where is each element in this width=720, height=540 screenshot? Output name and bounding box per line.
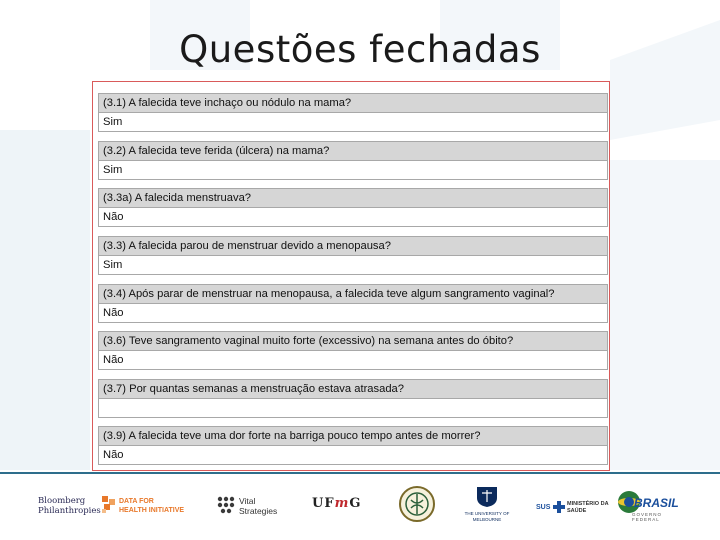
emblem-seal-icon [398,484,436,524]
brasil-governo-logo [612,484,684,530]
d4h-line2: HEALTH INITIATIVE [119,507,185,514]
form-item [98,379,608,418]
vital-line1: Vital [239,496,256,506]
vital-line2: Strategies [239,506,278,516]
brasil-tagline: GOVERNO FEDERAL [632,512,663,522]
ufmg-middle: m [334,496,350,511]
ministerio-line1: MINISTÉRIO DA [567,501,609,507]
ministerio-saude-logo [536,484,610,530]
form-question: (3.6) Teve sangramento vaginal muito forte (excessivo) na semana antes do óbito? [98,331,608,351]
vital-strategies-logo [216,484,288,530]
form-answer: Não [98,446,608,465]
bloomberg-philanthropies-logo [38,484,100,530]
melbourne-line1: THE UNIVERSITY OF [464,511,510,516]
ufmg-prefix: UF [312,496,335,511]
form-panel [92,81,610,471]
ufmg-suffix: G [349,496,362,511]
form-item [98,426,608,465]
form-answer: Não [98,208,608,227]
form-item [98,93,608,132]
sus-cross-icon [553,501,565,513]
form-item [98,141,608,180]
form-question: (3.3a) A falecida menstruava? [98,188,608,208]
form-question: (3.1) A falecida teve inchaço ou nódulo na mama? [98,93,608,113]
form-answer: Não [98,351,608,370]
form-item [98,331,608,370]
form-question: (3.4) Após parar de menstruar na menopausa, a falecida teve algum sangramento vaginal? [98,284,608,304]
vital-strategies-mark-icon [216,495,236,517]
ministerio-line2: SAÚDE [567,508,587,514]
bloomberg-line1: Bloomberg [38,496,86,506]
form-item [98,284,608,323]
form-item [98,188,608,227]
d4h-mark-icon [102,496,116,514]
form-answer: Sim [98,256,608,275]
ufmg-logo [312,484,372,530]
form-question: (3.3) A falecida parou de menstruar devido a menopausa? [98,236,608,256]
footer-divider [0,472,720,474]
form-item [98,236,608,275]
d4h-logo [102,484,190,530]
melbourne-logo [464,484,510,530]
slide-title: Questões fechadas [179,28,541,71]
form-question: (3.7) Por quantas semanas a menstruação estava atrasada? [98,379,608,399]
round-emblem-logo [398,484,436,530]
form-question: (3.2) A falecida teve ferida (úlcera) na mama? [98,141,608,161]
form-answer: Sim [98,113,608,132]
d4h-line1: DATA FOR [119,498,154,505]
form-answer: Não [98,304,608,323]
brasil-name: BRASIL [634,496,679,510]
bloomberg-line2: Philanthropies [38,506,101,516]
melbourne-line2: MELBOURNE [472,517,502,522]
form-answer: Sim [98,161,608,180]
melbourne-crest-icon [475,486,499,508]
form-answer [98,399,608,418]
sus-label: SUS [536,504,551,511]
form-question: (3.9) A falecida teve uma dor forte na barriga pouco tempo antes de morrer? [98,426,608,446]
